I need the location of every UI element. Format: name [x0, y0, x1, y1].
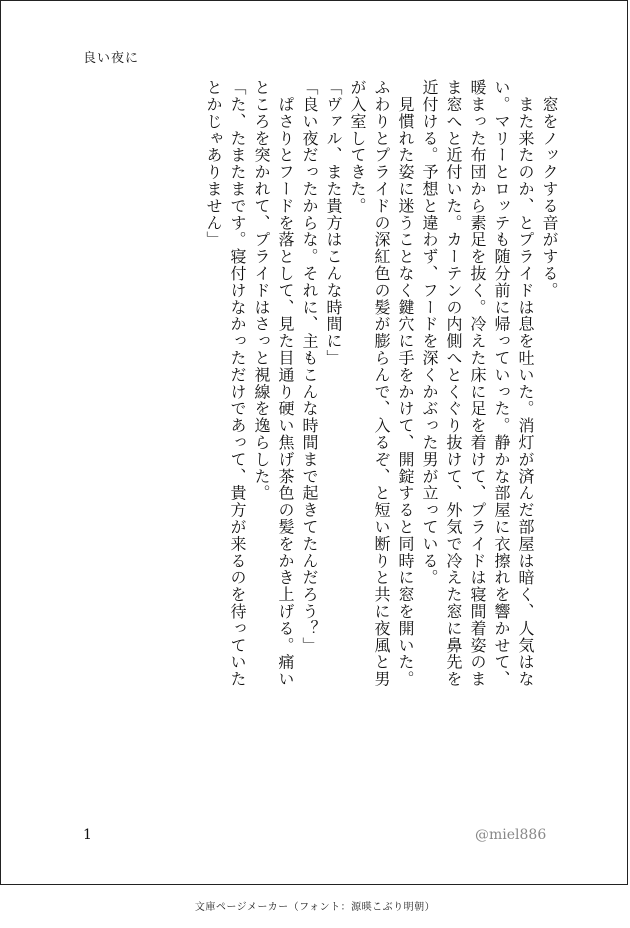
vertical-body-text	[71, 79, 561, 799]
text-line: ぱさりとフードを落として、見た目通り硬い焦げ茶色の髪をかき上げる。痛い	[276, 79, 295, 688]
page-title: 良い夜に	[83, 51, 140, 66]
text-line: い。マリーとロッテも随分前に帰っていった。静かな部屋に衣擦れを響かせて、	[492, 79, 511, 688]
text-line: 「良い夜だったからな。それに、主もこんな時間まで起きてたんだろう？」	[300, 79, 319, 654]
text-line: 見慣れた姿に迷うことなく鍵穴に手をかけて、開錠すると同時に窓を開いた。	[396, 79, 415, 688]
text-line: 近付ける。予想と違わず、フードを深くかぶった男が立っている。	[420, 79, 439, 586]
generator-caption: 文庫ページメーカー（フォント：源暎こぶり明朝）	[194, 902, 436, 913]
author-handle: @miel886	[475, 827, 547, 843]
text-line: 「た、たまたまです。寝付けなかっただけであって、貴方が来るのを待っていた	[228, 79, 247, 688]
text-line: 窓をノックする音がする。	[540, 79, 559, 299]
text-line: また来たのか、とプライドは息を吐いた。消灯が済んだ部屋は暗く、人気はな	[516, 79, 535, 688]
text-line: とかじゃありません」	[204, 79, 223, 248]
text-line: ふわりとプライドの深紅色の髪が膨らんで、入るぞ、と短い断りと共に夜風と男	[372, 79, 391, 688]
text-line: 「ヴァル、また貴方はこんな時間に」	[324, 79, 343, 367]
text-line: ま窓へと近付いた。カーテンの内側へとくぐり抜けて、外気で冷えた窓に鼻先を	[444, 79, 463, 688]
text-line: 暖まった布団から素足を抜く。冷えた床に足を着けて、プライドは寝間着姿のま	[468, 79, 487, 688]
text-line: ところを突かれて、プライドはさっと視線を逸らした。	[252, 79, 271, 502]
page-number: 1	[83, 827, 92, 843]
text-line: が入室してきた。	[348, 79, 367, 215]
